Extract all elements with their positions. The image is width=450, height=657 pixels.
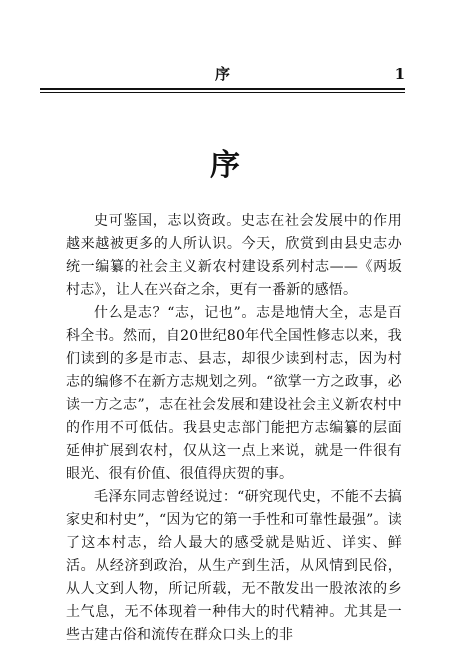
page-number: 1 <box>394 65 405 83</box>
running-header <box>40 64 405 84</box>
running-title: 序 <box>214 65 230 83</box>
paragraph: 什么是志？“志，记也”。志是地情大全，志是百科全书。然而，自20世纪80年代全国性修志以来，我们读到的多是市志、县志，却很少读到村志，因为村志的编修不在新方志规划之列。“欲掌一方之政事，必读一方之志”，志在社会发展和建设社会主义新农村中的作用不可低估。我县史志部门能把方志编纂的层面延伸扩展到农村，仅从这一点上来说，就是一件很有眼光、很有价值、很值得庆贺的事。 <box>66 305 402 482</box>
chapter-title: 序 <box>210 148 240 183</box>
paragraph: 史可鉴国，志以资政。史志在社会发展中的作用越来越被更多的人所认识。今天，欣赏到由县史志办统一编纂的社会主义新农村建设系列村志——《两坂村志》，让人在兴奋之余，更有一番新的感悟。 <box>66 213 402 298</box>
paragraph: 毛泽东同志曾经说过：“研究现代史，不能不去搞家史和村史”，“因为它的第一手性和可靠性最强”。读了这本村志，给人最大的感受就是贴近、详实、鲜活。从经济到政治，从生产到生活，从风情到民俗，从人文到人物，所记所载，无不散发出一股浓浓的乡土气息，无不体现着一种伟大的时代精神。尤其是一些古建古俗和流传在群众口头上的非 <box>66 489 402 643</box>
body-text <box>66 210 402 647</box>
header-rule-thick <box>40 88 405 90</box>
header-rule-thin <box>40 92 405 93</box>
